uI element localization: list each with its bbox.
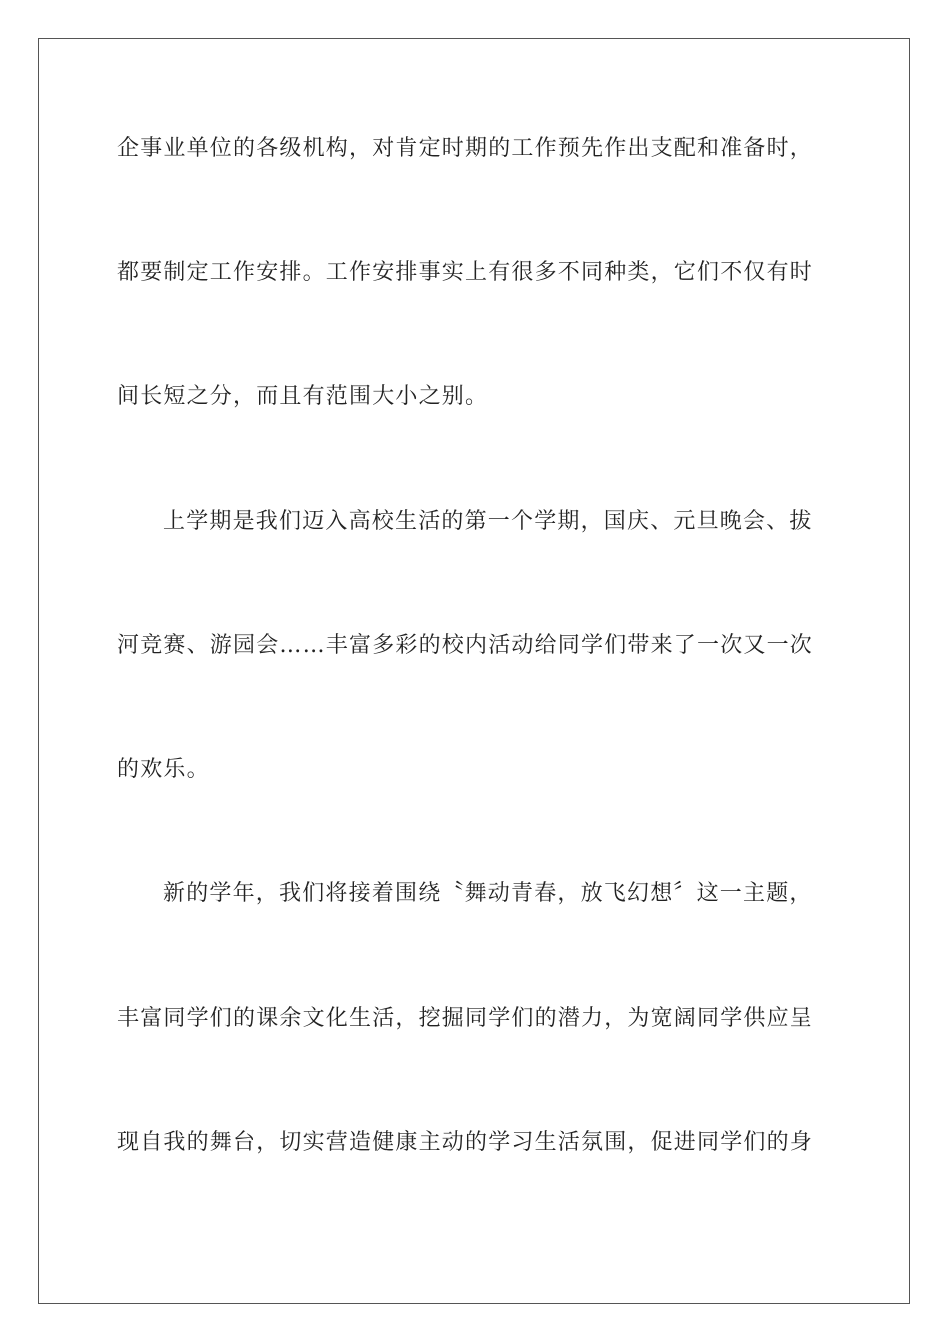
paragraph-3-line-1: 新的学年，我们将接着围绕〝舞动青春，放飞幻想〞这一主题， [163,881,813,906]
paragraph-2-line-1: 上学期是我们迈入高校生活的第一个学期，国庆、元旦晚会、拔 [163,509,813,534]
paragraph-1-line-2: 都要制定工作安排。工作安排事实上有很多不同种类，它们不仅有时 [117,260,814,285]
paragraph-3-line-3: 现自我的舞台，切实营造健康主动的学习生活氛围，促进同学们的身 [117,1130,814,1155]
paragraph-2-line-3: 的欢乐。 [117,757,210,782]
paragraph-1-line-3: 间长短之分，而且有范围大小之别。 [117,384,489,409]
paragraph-1-line-1: 企事业单位的各级机构，对肯定时期的工作预先作出支配和准备时， [117,136,814,161]
paragraph-2-line-2: 河竞赛、游园会……丰富多彩的校内活动给同学们带来了一次又一次 [117,633,814,658]
page-border [38,38,910,1304]
paragraph-3-line-2: 丰富同学们的课余文化生活，挖掘同学们的潜力，为宽阔同学供应呈 [117,1006,814,1031]
